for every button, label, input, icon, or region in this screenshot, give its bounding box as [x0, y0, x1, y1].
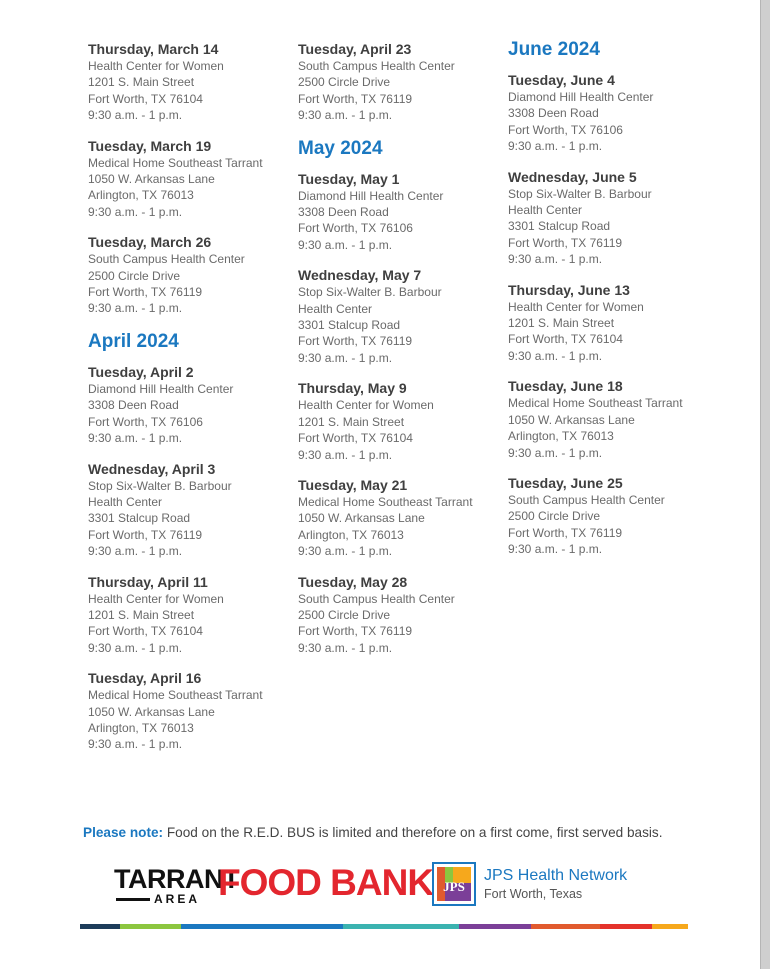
entry-date: Tuesday, June 25 — [508, 474, 623, 491]
entry-line: 2500 Circle Drive — [88, 268, 181, 283]
schedule-entry — [508, 474, 713, 558]
schedule-entry — [298, 379, 503, 463]
entry-line: Fort Worth, TX 76119 — [88, 285, 203, 300]
schedule-entry — [298, 170, 503, 254]
schedule-entry — [508, 377, 713, 461]
entry-line: Fort Worth, TX 76104 — [298, 431, 413, 446]
entry-line: Health Center for Women — [88, 591, 224, 606]
entry-line: Health Center for Women — [298, 398, 434, 413]
entry-line: Medical Home Southeast Tarrant — [88, 155, 263, 170]
logo-area: AREA — [154, 892, 201, 906]
entry-line: 9:30 a.m. - 1 p.m. — [88, 640, 183, 655]
entry-line: Fort Worth, TX 76119 — [508, 235, 623, 250]
entry-line: 1201 S. Main Street — [88, 607, 195, 622]
entry-line: 9:30 a.m. - 1 p.m. — [508, 139, 603, 154]
entry-line: Fort Worth, TX 76119 — [298, 91, 413, 106]
jps-monogram: JPS — [443, 879, 465, 894]
entry-line: 9:30 a.m. - 1 p.m. — [508, 348, 603, 363]
entry-line: 2500 Circle Drive — [298, 607, 391, 622]
entry-date: Tuesday, May 1 — [298, 170, 400, 187]
entry-line: South Campus Health Center — [298, 591, 455, 606]
entry-date: Thursday, June 13 — [508, 281, 630, 298]
jps-location: Fort Worth, Texas — [484, 887, 583, 901]
note-label: Please note: — [83, 825, 164, 840]
entry-line: 9:30 a.m. - 1 p.m. — [508, 542, 603, 557]
entry-date: Tuesday, May 21 — [298, 476, 408, 493]
entry-line: 1201 S. Main Street — [88, 75, 195, 90]
entry-line: 1201 S. Main Street — [508, 316, 615, 331]
entry-line: Fort Worth, TX 76106 — [88, 414, 203, 429]
entry-line: Fort Worth, TX 76104 — [88, 624, 203, 639]
month-heading: June 2024 — [508, 39, 600, 60]
schedule-entry — [298, 40, 503, 124]
schedule-entry — [88, 137, 293, 221]
month-heading: April 2024 — [88, 330, 179, 352]
footer-bar-segment — [600, 924, 652, 929]
entry-line: Fort Worth, TX 76106 — [298, 221, 413, 236]
entry-line: 2500 Circle Drive — [298, 75, 391, 90]
entry-line: Health Center — [508, 203, 583, 218]
entry-date: Thursday, March 14 — [88, 41, 219, 57]
entry-date: Tuesday, June 18 — [508, 378, 623, 395]
schedule-entry — [88, 363, 293, 447]
please-note — [83, 825, 663, 840]
entry-line: Diamond Hill Health Center — [508, 90, 654, 104]
logo-food-bank: FOOD BANK — [218, 862, 434, 903]
entry-line: 9:30 a.m. - 1 p.m. — [88, 544, 183, 559]
entry-line: Fort Worth, TX 76104 — [88, 91, 203, 106]
entry-line: 9:30 a.m. - 1 p.m. — [298, 544, 393, 559]
entry-line: Arlington, TX 76013 — [508, 429, 614, 444]
entry-date: Tuesday, March 19 — [88, 137, 212, 154]
entry-line: Medical Home Southeast Tarrant — [88, 688, 263, 703]
entry-line: Stop Six-Walter B. Barbour — [88, 478, 232, 493]
entry-line: Fort Worth, TX 76119 — [298, 334, 413, 349]
entry-line: Arlington, TX 76013 — [88, 188, 194, 203]
entry-line: Fort Worth, TX 76104 — [508, 332, 623, 347]
schedule-entry — [88, 573, 293, 657]
entry-line: 9:30 a.m. - 1 p.m. — [508, 252, 603, 267]
footer-bar-segment — [80, 924, 120, 929]
footer-bar-segment — [343, 924, 459, 929]
schedule-column-1 — [88, 38, 293, 766]
jps-monogram-icon — [432, 862, 476, 906]
entry-line: 9:30 a.m. - 1 p.m. — [88, 301, 183, 316]
entry-line: Stop Six-Walter B. Barbour — [298, 285, 442, 300]
logo-tarrant: TARRANT — [114, 864, 239, 894]
entry-line: 1050 W. Arkansas Lane — [298, 511, 425, 526]
schedule-column-2 — [298, 38, 503, 669]
tarrant-area-food-bank-logo — [114, 862, 434, 908]
entry-line: 9:30 a.m. - 1 p.m. — [88, 204, 183, 219]
entry-line: 3301 Stalcup Road — [298, 318, 401, 333]
entry-line: Fort Worth, TX 76106 — [508, 122, 623, 137]
entry-date: Wednesday, April 3 — [88, 460, 216, 477]
footer-bar-segment — [281, 924, 343, 929]
footer-bar-segment — [120, 924, 181, 929]
entry-line: Medical Home Southeast Tarrant — [508, 396, 683, 411]
entry-line: Fort Worth, TX 76119 — [508, 525, 623, 540]
entry-date: Tuesday, April 2 — [88, 363, 194, 380]
footer-bar-segment — [459, 924, 531, 929]
entry-date: Tuesday, April 23 — [298, 41, 412, 57]
viewer-scroll-gutter — [761, 0, 770, 969]
entry-line: 9:30 a.m. - 1 p.m. — [508, 445, 603, 460]
entry-line: Medical Home Southeast Tarrant — [298, 494, 473, 509]
entry-line: Diamond Hill Health Center — [88, 381, 234, 396]
entry-line: 9:30 a.m. - 1 p.m. — [88, 737, 183, 752]
entry-line: Health Center for Women — [508, 299, 644, 314]
entry-line: 2500 Circle Drive — [508, 509, 601, 524]
entry-line: 9:30 a.m. - 1 p.m. — [298, 108, 393, 123]
entry-line: Health Center for Women — [88, 59, 224, 73]
entry-date: Thursday, May 9 — [298, 380, 407, 397]
entry-line: 3308 Deen Road — [508, 106, 599, 121]
entry-line: 9:30 a.m. - 1 p.m. — [298, 640, 393, 655]
schedule-entry — [88, 40, 293, 124]
entry-line: Diamond Hill Health Center — [298, 188, 444, 203]
entry-line: Health Center — [88, 494, 163, 509]
entry-date: Tuesday, May 28 — [298, 573, 408, 590]
schedule-entry — [88, 460, 293, 560]
entry-line: South Campus Health Center — [88, 252, 245, 267]
entry-date: Thursday, April 11 — [88, 573, 208, 590]
entry-line: Fort Worth, TX 76119 — [88, 527, 203, 542]
schedule-entry — [298, 476, 503, 560]
entry-date: Tuesday, June 4 — [508, 72, 615, 88]
entry-line: 9:30 a.m. - 1 p.m. — [298, 237, 393, 252]
entry-line: Arlington, TX 76013 — [88, 720, 194, 735]
month-heading: May 2024 — [298, 137, 383, 159]
footer-bar-segment — [652, 924, 688, 929]
schedule-entry — [298, 266, 503, 366]
entry-line: 3308 Deen Road — [298, 205, 389, 220]
entry-line: 9:30 a.m. - 1 p.m. — [298, 447, 393, 462]
entry-date: Tuesday, April 16 — [88, 670, 202, 687]
entry-line: 1201 S. Main Street — [298, 414, 405, 429]
entry-line: Fort Worth, TX 76119 — [298, 624, 413, 639]
entry-line: Health Center — [298, 301, 373, 316]
schedule-entry — [88, 233, 293, 317]
entry-date: Tuesday, March 26 — [88, 234, 212, 251]
entry-line: Arlington, TX 76013 — [298, 527, 404, 542]
entry-line: 1050 W. Arkansas Lane — [508, 412, 635, 427]
entry-line: 9:30 a.m. - 1 p.m. — [298, 350, 393, 365]
schedule-column-3 — [508, 38, 713, 571]
entry-line: Stop Six-Walter B. Barbour — [508, 186, 652, 201]
schedule-entry — [508, 168, 713, 268]
schedule-entry — [88, 669, 293, 753]
entry-line: 1050 W. Arkansas Lane — [88, 704, 215, 719]
entry-date: Wednesday, May 7 — [298, 267, 422, 284]
schedule-entry — [508, 281, 713, 365]
schedule-entry — [298, 573, 503, 657]
entry-line: 3301 Stalcup Road — [88, 511, 191, 526]
footer-bar-segment — [531, 924, 600, 929]
entry-line: 1050 W. Arkansas Lane — [88, 172, 215, 187]
note-text: Food on the R.E.D. BUS is limited and therefore on a first come, first served basis. — [163, 825, 663, 840]
logo-area-bar — [116, 898, 150, 901]
entry-line: 3301 Stalcup Road — [508, 219, 611, 234]
entry-line: South Campus Health Center — [508, 492, 665, 507]
footer-bar-segment — [181, 924, 281, 929]
entry-line: 9:30 a.m. - 1 p.m. — [88, 108, 183, 123]
schedule-entry — [508, 71, 713, 155]
entry-date: Wednesday, June 5 — [508, 168, 637, 185]
entry-line: South Campus Health Center — [298, 59, 455, 73]
entry-line: 3308 Deen Road — [88, 398, 179, 413]
jps-name: JPS Health Network — [484, 867, 628, 884]
entry-line: 9:30 a.m. - 1 p.m. — [88, 431, 183, 446]
